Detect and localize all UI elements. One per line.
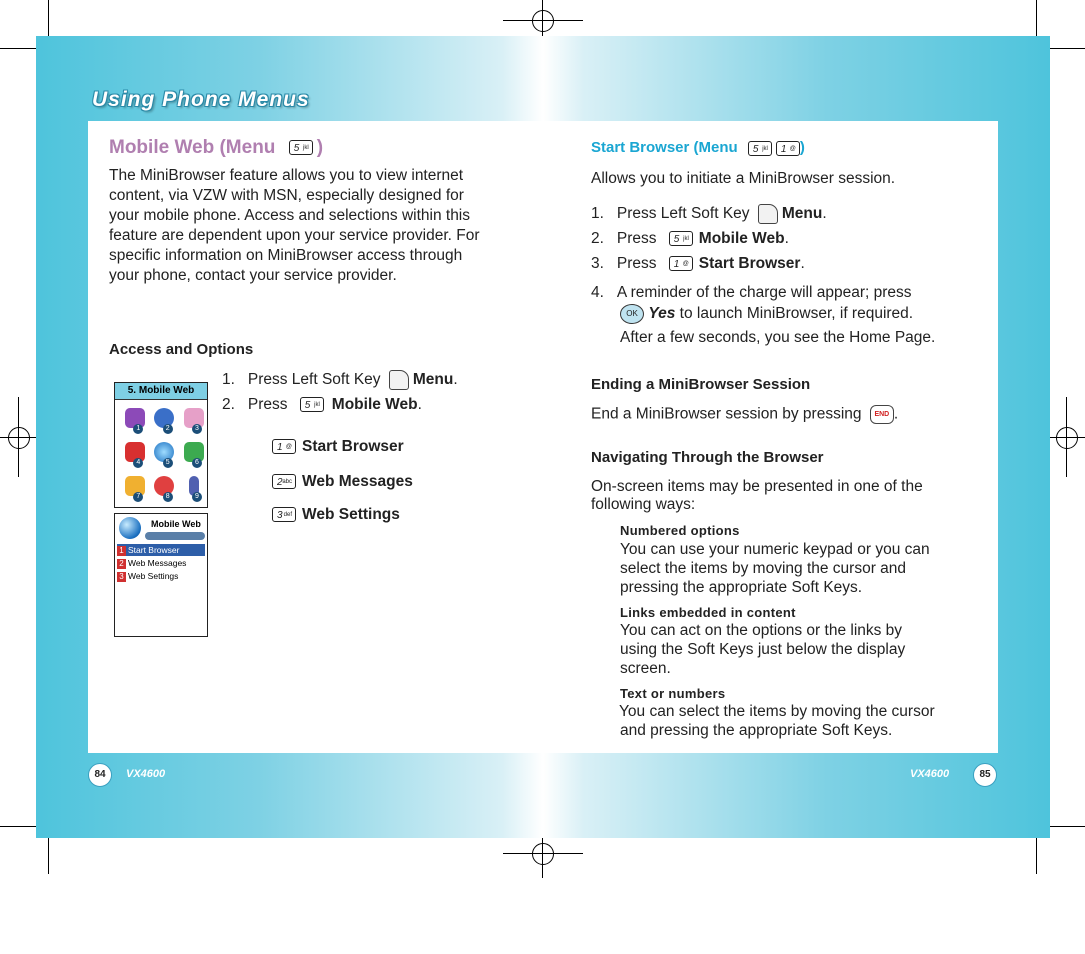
text-or-numbers-heading: Text or numbers xyxy=(620,686,726,701)
left-step-1: 1. Press Left Soft Key Menu. xyxy=(222,371,458,389)
globe-icon xyxy=(119,517,141,539)
crop-mark xyxy=(1050,48,1085,49)
ending-session-heading: Ending a MiniBrowser Session xyxy=(591,376,811,393)
numbered-options-text-2: select the items by moving the cursor and xyxy=(620,560,907,577)
registration-circle xyxy=(532,843,554,865)
menu-icon-8: 8 xyxy=(146,470,175,504)
registration-circle xyxy=(8,427,30,449)
screen-item-web-messages: 2 Web Messages xyxy=(117,557,205,569)
phone-screen-mobile-web-submenu xyxy=(114,513,208,637)
menu-icon-9: 9 xyxy=(176,470,205,504)
crop-mark xyxy=(1050,826,1085,827)
start-browser-heading: Start Browser (Menu 5 jkl 1 @ ) xyxy=(591,139,805,156)
crop-mark xyxy=(0,48,36,49)
phone-screen-mobile-web-menu xyxy=(114,382,208,508)
left-soft-key-icon xyxy=(758,204,778,224)
ok-key-icon: OK xyxy=(620,304,644,324)
key-3-icon: 3 def xyxy=(272,507,296,522)
links-embedded-text-1: You can act on the options or the links by xyxy=(620,622,903,639)
navigating-intro-1: On-screen items may be presented in one of the xyxy=(591,478,923,495)
menu-icon-2: 2 xyxy=(146,402,175,436)
links-embedded-heading: Links embedded in content xyxy=(620,605,796,620)
key-5-icon: 5 jkl xyxy=(748,141,772,156)
registration-circle xyxy=(532,10,554,32)
numbered-options-heading: Numbered options xyxy=(620,523,740,538)
ending-session-text: End a MiniBrowser session by pressing END . xyxy=(591,405,899,423)
right-step-1: 1. Press Left Soft Key Menu. xyxy=(591,205,827,223)
key-1-icon: 1 @ xyxy=(669,256,693,271)
right-step-4: 4. A reminder of the charge will appear; press xyxy=(591,284,912,301)
mobile-web-heading: Mobile Web (Menu 5 jkl ) xyxy=(109,137,324,158)
end-key-icon: END xyxy=(870,405,894,424)
key-2-icon: 2 abc xyxy=(272,474,296,489)
numbered-options-text-1: You can use your numeric keypad or you can xyxy=(620,541,930,558)
start-browser-intro: Allows you to initiate a MiniBrowser session. xyxy=(591,170,896,187)
menu-icon-1: 1 xyxy=(117,402,146,436)
links-embedded-text-2: using the Soft Keys just below the display xyxy=(620,641,906,658)
left-page-number: 84 xyxy=(88,763,112,787)
key-1-icon: 1 @ xyxy=(776,141,800,156)
crop-mark xyxy=(1036,838,1037,874)
crop-mark xyxy=(48,0,49,36)
key-5-icon: 5 jkl xyxy=(669,231,693,246)
left-step-2: 2. Press 5 jkl Mobile Web. xyxy=(222,396,422,413)
right-page-number: 85 xyxy=(973,763,997,787)
mobile-web-intro: The MiniBrowser feature allows you to view internet content, via VZW with MSN, especially designed for your mobile phone. Access and selections within this feature are dependent upon your service provider. For specific information on MiniBrowser access through your phone, contact your service provider. xyxy=(109,167,480,284)
screen-nav-bar xyxy=(145,532,205,540)
key-1-icon: 1 @ xyxy=(272,439,296,454)
section-title: Using Phone Menus xyxy=(92,88,310,111)
registration-circle xyxy=(1056,427,1078,449)
left-model-name: VX4600 xyxy=(126,768,166,780)
text-or-numbers-text-1: You can select the items by moving the cursor xyxy=(619,703,935,720)
right-model-name: VX4600 xyxy=(910,768,950,780)
right-step-2: 2. Press 5 jkl Mobile Web. xyxy=(591,230,789,247)
option-start-browser: 1 @ Start Browser xyxy=(272,438,404,456)
navigating-heading: Navigating Through the Browser xyxy=(591,449,824,466)
screen-item-web-settings: 3 Web Settings xyxy=(117,570,205,582)
menu-icon-5: 5 xyxy=(146,436,175,470)
right-step-3: 3. Press 1 @ Start Browser. xyxy=(591,255,805,272)
menu-icon-3: 3 xyxy=(176,402,205,436)
access-options-heading: Access and Options xyxy=(109,341,254,358)
key-5-icon: 5 jkl xyxy=(289,140,313,155)
screen-item-start-browser: 1 Start Browser xyxy=(117,544,205,556)
right-step-4-line2: OK Yes to launch MiniBrowser, if required. xyxy=(620,304,913,324)
option-web-messages: 2 abc Web Messages xyxy=(272,473,413,491)
numbered-options-text-3: pressing the appropriate Soft Keys. xyxy=(620,579,863,596)
menu-icon-6: 6 xyxy=(176,436,205,470)
navigating-intro-2: following ways: xyxy=(591,496,696,513)
crop-mark xyxy=(48,838,49,874)
screen-title: 5. Mobile Web xyxy=(115,383,207,400)
key-5-icon: 5 jkl xyxy=(300,397,324,412)
left-soft-key-icon xyxy=(389,370,409,390)
crop-mark xyxy=(1036,0,1037,36)
right-step-4-line3: After a few seconds, you see the Home Page. xyxy=(620,329,936,346)
links-embedded-text-3: screen. xyxy=(620,660,671,677)
menu-icon-4: 4 xyxy=(117,436,146,470)
screen-title: Mobile Web xyxy=(151,519,201,529)
menu-icon-7: 7 xyxy=(117,470,146,504)
text-or-numbers-text-2: and pressing the appropriate Soft Keys. xyxy=(620,722,893,739)
option-web-settings: 3 def Web Settings xyxy=(272,506,400,524)
crop-mark xyxy=(0,826,36,827)
